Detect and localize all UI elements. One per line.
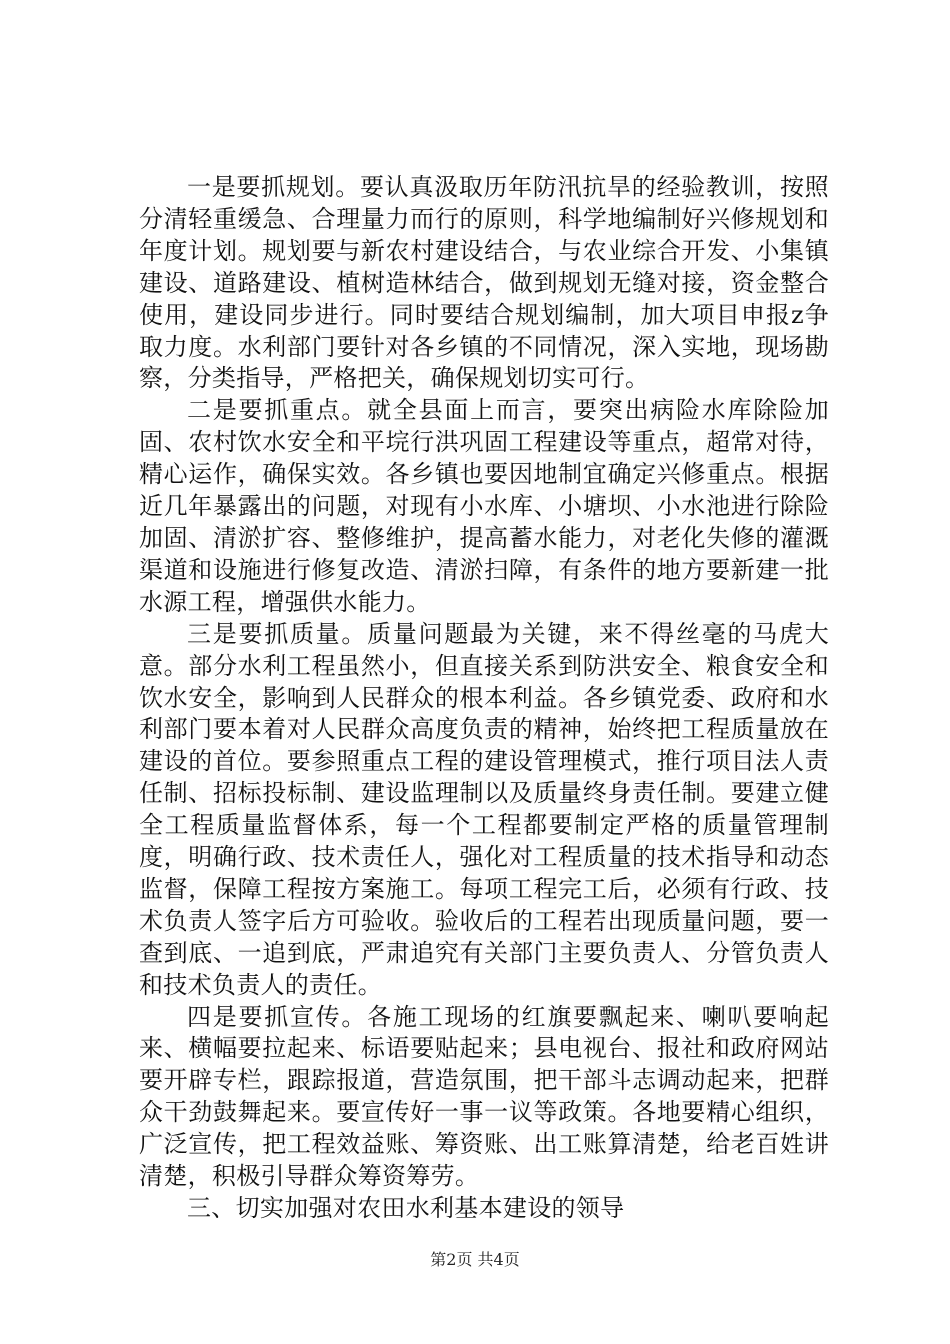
paragraph-publicity: 四是要抓宣传。各施工现场的红旗要飘起来、喇叭要响起来、横幅要拉起来、标语要贴起来；县电视台、报社和政府网站要开辟专栏，跟踪报道，营造氛围，把干部斗志调动起来，把群众干劲鼓舞起来。要宣传好一事一议等政策。各地要精心组织，广泛宣传，把工程效益账、筹资账、出工账算清楚，给老百姓讲清楚，积极引导群众筹资筹劳。 — [139, 1002, 829, 1191]
document-body — [139, 172, 829, 1225]
paragraph-quality: 三是要抓质量。质量问题最为关键，来不得丝毫的马虎大意。部分水利工程虽然小，但直接关系到防洪安全、粮食安全和饮水安全，影响到人民群众的根本利益。各乡镇党委、政府和水利部门要本着对人民群众高度负责的精神，始终把工程质量放在建设的首位。要参照重点工程的建设管理模式，推行项目法人责任制、招标投标制、建设监理制以及质量终身责任制。要建立健全工程质量监督体系，每一个工程都要制定严格的质量管理制度，明确行政、技术责任人，强化对工程质量的技术指导和动态监督，保障工程按方案施工。每项工程完工后，必须有行政、技术负责人签字后方可验收。验收后的工程若出现质量问题，要一查到底、一追到底，严肃追究有关部门主要负责人、分管负责人和技术负责人的责任。 — [139, 619, 829, 999]
section-heading: 三、切实加强对农田水利基本建设的领导 — [187, 1194, 625, 1222]
paragraph-planning: 一是要抓规划。要认真汲取历年防汛抗旱的经验教训，按照分清轻重缓急、合理量力而行的原则，科学地编制好兴修规划和年度计划。规划要与新农村建设结合，与农业综合开发、小集镇建设、道路建设、植树造林结合，做到规划无缝对接，资金整合使用，建设同步进行。同时要结合规划编制，加大项目申报z争取力度。水利部门要针对各乡镇的不同情况，深入实地，现场勘察，分类指导，严格把关，确保规划切实可行。 — [139, 173, 829, 393]
paragraph-key-points: 二是要抓重点。就全县面上而言，要突出病险水库除险加固、农村饮水安全和平垸行洪巩固工程建设等重点，超常对待，精心运作，确保实效。各乡镇也要因地制宜确定兴修重点。根据近几年暴露出的问题，对现有小水库、小塘坝、小水池进行除险加固、清淤扩容、整修维护，提高蓄水能力，对老化失修的灌溉渠道和设施进行修复改造、清淤扫障，有条件的地方要新建一批水源工程，增强供水能力。 — [139, 396, 829, 616]
page-number-footer: 第2页 共4页 — [430, 1250, 520, 1269]
